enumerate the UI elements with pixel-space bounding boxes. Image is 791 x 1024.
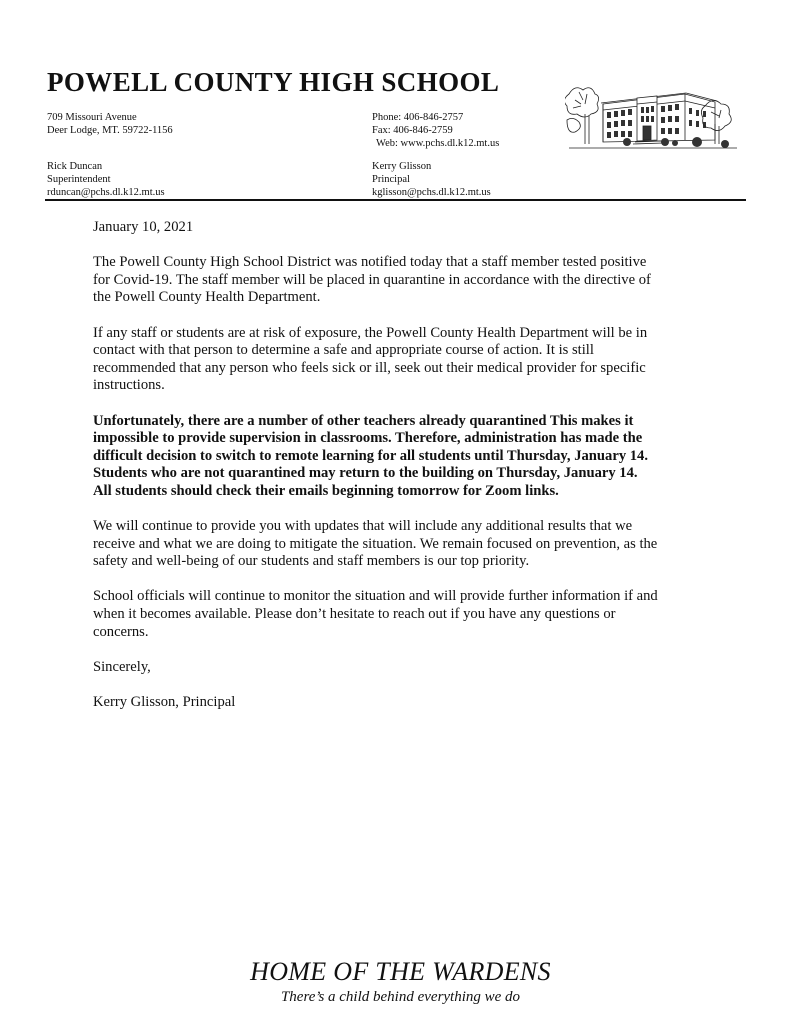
text-line: safety and well-being of our students and staff members is our top priority. (93, 553, 530, 570)
signature: Kerry Glisson, Principal (93, 694, 236, 711)
text-line: We will continue to provide you with updates that will include any additional results that we (93, 518, 633, 535)
text-line: difficult decision to switch to remote learning for all students until Thursday, January 14. (93, 447, 649, 464)
superintendent-name: Rick Duncan (47, 161, 103, 172)
text-line: contact with that person to determine a safe and appropriate course of action. It is still (93, 342, 594, 359)
header-divider (45, 199, 746, 201)
superintendent-title: Superintendent (47, 174, 111, 185)
website: Web: www.pchs.dl.k12.mt.us (376, 138, 500, 149)
text-line: Unfortunately, there are a number of other teachers already quarantined This makes it (93, 412, 634, 429)
text-line: recommended that any person who feels sick or ill, seek out their medical provider for specific (93, 359, 646, 376)
address-street: 709 Missouri Avenue (47, 112, 137, 123)
paragraph-4 (93, 518, 708, 571)
principal-email: kglisson@pchs.dl.k12.mt.us (372, 187, 491, 198)
text-line: If any staff or students are at risk of exposure, the Powell County Health Department will be in (93, 324, 648, 341)
principal-title: Principal (372, 174, 410, 185)
text-line: when it becomes available. Please don’t hesitate to reach out if you have any questions or (93, 606, 616, 623)
principal-info (372, 160, 491, 199)
paragraph-5 (93, 588, 708, 641)
school-name: POWELL COUNTY HIGH SCHOOL (47, 67, 500, 97)
school-address (47, 111, 173, 137)
text-line: concerns. (93, 623, 149, 640)
paragraph-2 (93, 325, 708, 395)
text-line: for Covid-19. The staff member will be placed in quarantine in accordance with the directive of (93, 271, 651, 288)
superintendent-info (47, 160, 165, 199)
text-line: the Powell County Health Department. (93, 289, 321, 306)
closing: Sincerely, (93, 658, 151, 675)
text-line: School officials will continue to monitor the situation and will provide further information if and (93, 588, 658, 605)
text-line: receive and what we are doing to mitigate the situation. We remain focused on prevention, as the (93, 535, 658, 552)
text-line: All students should check their emails beginning tomorrow for Zoom links. (93, 482, 559, 499)
text-line: impossible to provide supervision in classrooms. Therefore, administration has made the (93, 430, 643, 447)
school-building-illustration (565, 80, 739, 152)
text-line: instructions. (93, 377, 165, 394)
paragraph-3-bold-notice (93, 413, 708, 501)
school-contact (372, 111, 499, 150)
text-line: Students who are not quarantined may return to the building on Thursday, January 14. (93, 465, 638, 482)
principal-name: Kerry Glisson (372, 161, 432, 172)
text-line: The Powell County High School District was notified today that a staff member tested positive (93, 254, 647, 271)
fax-number: Fax: 406-846-2759 (372, 125, 453, 136)
footer-tagline: There’s a child behind everything we do (280, 989, 521, 1005)
footer-motto: HOME OF THE WARDENS (250, 957, 551, 986)
letter-body (93, 219, 708, 712)
superintendent-email: rduncan@pchs.dl.k12.mt.us (47, 187, 165, 198)
letter-date: January 10, 2021 (93, 219, 194, 235)
address-city: Deer Lodge, MT. 59722-1156 (47, 125, 173, 136)
phone-number: Phone: 406-846-2757 (372, 112, 464, 123)
paragraph-1 (93, 254, 708, 307)
